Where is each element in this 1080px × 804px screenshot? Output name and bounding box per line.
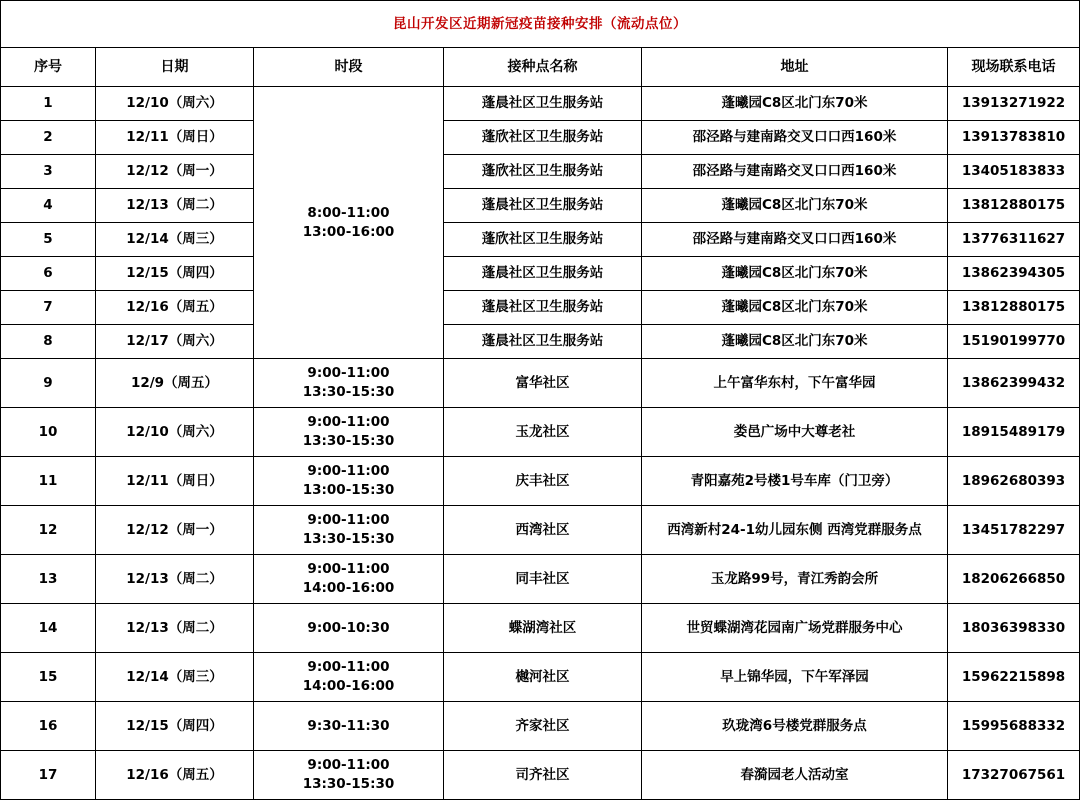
header-address: 地址: [642, 48, 948, 87]
time-line: 13:30-15:30: [302, 776, 395, 792]
cell-no: 7: [1, 291, 96, 325]
cell-date: 12/15（周四）: [96, 257, 254, 291]
cell-phone: 13812880175: [948, 189, 1080, 223]
cell-site: 富华社区: [444, 359, 642, 408]
table-row: [1, 155, 1080, 189]
cell-address: 青阳嘉苑2号楼1号车库（门卫旁）: [642, 457, 948, 506]
time-line: 9:00-11:00: [307, 414, 390, 430]
cell-date: 12/10（周六）: [96, 87, 254, 121]
cell-no: 15: [1, 653, 96, 702]
cell-no: 2: [1, 121, 96, 155]
table-row: [1, 604, 1080, 653]
header-phone: 现场联系电话: [948, 48, 1080, 87]
cell-date: 12/15（周四）: [96, 702, 254, 751]
cell-site: 齐家社区: [444, 702, 642, 751]
table-row: [1, 359, 1080, 408]
table-row: [1, 223, 1080, 257]
cell-time: [254, 604, 444, 653]
cell-time: [254, 359, 444, 408]
time-line: 9:00-11:00: [307, 659, 390, 675]
cell-phone: 13776311627: [948, 223, 1080, 257]
table-row: [1, 408, 1080, 457]
time-line: 14:00-16:00: [302, 678, 395, 694]
cell-time: [254, 457, 444, 506]
header-date: 日期: [96, 48, 254, 87]
cell-date: 12/12（周一）: [96, 506, 254, 555]
table-row: [1, 653, 1080, 702]
cell-phone: 13405183833: [948, 155, 1080, 189]
cell-address: 蓬曦园C8区北门东70米: [642, 291, 948, 325]
cell-site: 蓬晨社区卫生服务站: [444, 291, 642, 325]
cell-site: 蓬晨社区卫生服务站: [444, 257, 642, 291]
cell-date: 12/11（周日）: [96, 121, 254, 155]
cell-time: [254, 408, 444, 457]
cell-address: 蓬曦园C8区北门东70米: [642, 87, 948, 121]
cell-no: 1: [1, 87, 96, 121]
time-line: 13:00-15:30: [302, 482, 395, 498]
time-line: 13:30-15:30: [302, 531, 395, 547]
cell-address: 上午富华东村，下午富华园: [642, 359, 948, 408]
cell-phone: 13913783810: [948, 121, 1080, 155]
cell-phone: 17327067561: [948, 751, 1080, 800]
table-row: [1, 751, 1080, 800]
cell-no: 12: [1, 506, 96, 555]
header-row: [1, 48, 1080, 87]
cell-no: 17: [1, 751, 96, 800]
cell-site: 蓬欣社区卫生服务站: [444, 121, 642, 155]
cell-no: 3: [1, 155, 96, 189]
cell-no: 11: [1, 457, 96, 506]
cell-phone: 13451782297: [948, 506, 1080, 555]
cell-no: 14: [1, 604, 96, 653]
cell-time: [254, 555, 444, 604]
cell-phone: 18036398330: [948, 604, 1080, 653]
cell-site: 蓬晨社区卫生服务站: [444, 189, 642, 223]
cell-no: 5: [1, 223, 96, 257]
cell-time: [254, 702, 444, 751]
cell-address: 邵泾路与建南路交叉口口西160米: [642, 121, 948, 155]
cell-time: [254, 751, 444, 800]
cell-no: 6: [1, 257, 96, 291]
cell-no: 8: [1, 325, 96, 359]
cell-site: 玉龙社区: [444, 408, 642, 457]
cell-site: 蓬晨社区卫生服务站: [444, 87, 642, 121]
cell-phone: 18206266850: [948, 555, 1080, 604]
cell-site: 庆丰社区: [444, 457, 642, 506]
time-line: 9:00-11:00: [307, 463, 390, 479]
cell-phone: 18915489179: [948, 408, 1080, 457]
cell-address: 早上锦华园，下午军泽园: [642, 653, 948, 702]
cell-phone: 15995688332: [948, 702, 1080, 751]
table-row: [1, 257, 1080, 291]
cell-date: 12/14（周三）: [96, 223, 254, 257]
cell-phone: 13812880175: [948, 291, 1080, 325]
cell-date: 12/10（周六）: [96, 408, 254, 457]
time-line: 9:00-11:00: [307, 512, 390, 528]
cell-site: 蓬欣社区卫生服务站: [444, 155, 642, 189]
cell-time: [254, 653, 444, 702]
cell-time: [254, 506, 444, 555]
table-row: [1, 506, 1080, 555]
cell-time-merged: [254, 87, 444, 359]
header-no: 序号: [1, 48, 96, 87]
table-row: [1, 555, 1080, 604]
table-row: [1, 121, 1080, 155]
cell-site: 同丰社区: [444, 555, 642, 604]
cell-address: 娄邑广场中大尊老社: [642, 408, 948, 457]
cell-address: 玖珑湾6号楼党群服务点: [642, 702, 948, 751]
header-time: 时段: [254, 48, 444, 87]
cell-phone: 13862399432: [948, 359, 1080, 408]
cell-phone: 15962215898: [948, 653, 1080, 702]
cell-date: 12/9（周五）: [96, 359, 254, 408]
cell-site: 蝶湖湾社区: [444, 604, 642, 653]
header-site: 接种点名称: [444, 48, 642, 87]
table-row: [1, 189, 1080, 223]
cell-no: 16: [1, 702, 96, 751]
cell-date: 12/12（周一）: [96, 155, 254, 189]
cell-address: 蓬曦园C8区北门东70米: [642, 325, 948, 359]
time-line: 9:00-11:00: [307, 561, 390, 577]
cell-date: 12/14（周三）: [96, 653, 254, 702]
cell-address: 玉龙路99号，青江秀韵会所: [642, 555, 948, 604]
table-row: [1, 291, 1080, 325]
time-line: 13:30-15:30: [302, 433, 395, 449]
cell-no: 4: [1, 189, 96, 223]
cell-address: 世贸蝶湖湾花园南广场党群服务中心: [642, 604, 948, 653]
cell-site: 樾河社区: [444, 653, 642, 702]
cell-address: 蓬曦园C8区北门东70米: [642, 257, 948, 291]
table-title: 昆山开发区近期新冠疫苗接种安排（流动点位）: [1, 1, 1080, 48]
cell-address: 春漪园老人活动室: [642, 751, 948, 800]
cell-date: 12/13（周二）: [96, 555, 254, 604]
cell-phone: 15190199770: [948, 325, 1080, 359]
table-row: [1, 702, 1080, 751]
time-line: 9:00-11:00: [307, 365, 390, 381]
time-line: 9:00-11:00: [307, 757, 390, 773]
cell-date: 12/17（周六）: [96, 325, 254, 359]
cell-phone: 13913271922: [948, 87, 1080, 121]
cell-phone: 18962680393: [948, 457, 1080, 506]
cell-address: 蓬曦园C8区北门东70米: [642, 189, 948, 223]
time-line: 9:00-10:30: [307, 619, 390, 636]
time-line: 8:00-11:00: [307, 204, 390, 221]
cell-site: 司齐社区: [444, 751, 642, 800]
cell-address: 邵泾路与建南路交叉口口西160米: [642, 155, 948, 189]
cell-phone: 13862394305: [948, 257, 1080, 291]
cell-no: 10: [1, 408, 96, 457]
cell-address: 西湾新村24-1幼儿园东侧 西湾党群服务点: [642, 506, 948, 555]
cell-site: 蓬晨社区卫生服务站: [444, 325, 642, 359]
cell-no: 9: [1, 359, 96, 408]
cell-address: 邵泾路与建南路交叉口口西160米: [642, 223, 948, 257]
table-row: [1, 325, 1080, 359]
time-line: 9:30-11:30: [307, 717, 390, 734]
table-row: [1, 457, 1080, 506]
time-line: 13:30-15:30: [302, 384, 395, 400]
cell-no: 13: [1, 555, 96, 604]
cell-date: 12/16（周五）: [96, 751, 254, 800]
cell-date: 12/13（周二）: [96, 604, 254, 653]
cell-date: 12/13（周二）: [96, 189, 254, 223]
time-line: 13:00-16:00: [302, 223, 395, 240]
cell-date: 12/11（周日）: [96, 457, 254, 506]
cell-date: 12/16（周五）: [96, 291, 254, 325]
cell-site: 西湾社区: [444, 506, 642, 555]
table-row: [1, 87, 1080, 121]
time-line: 14:00-16:00: [302, 580, 395, 596]
cell-site: 蓬欣社区卫生服务站: [444, 223, 642, 257]
